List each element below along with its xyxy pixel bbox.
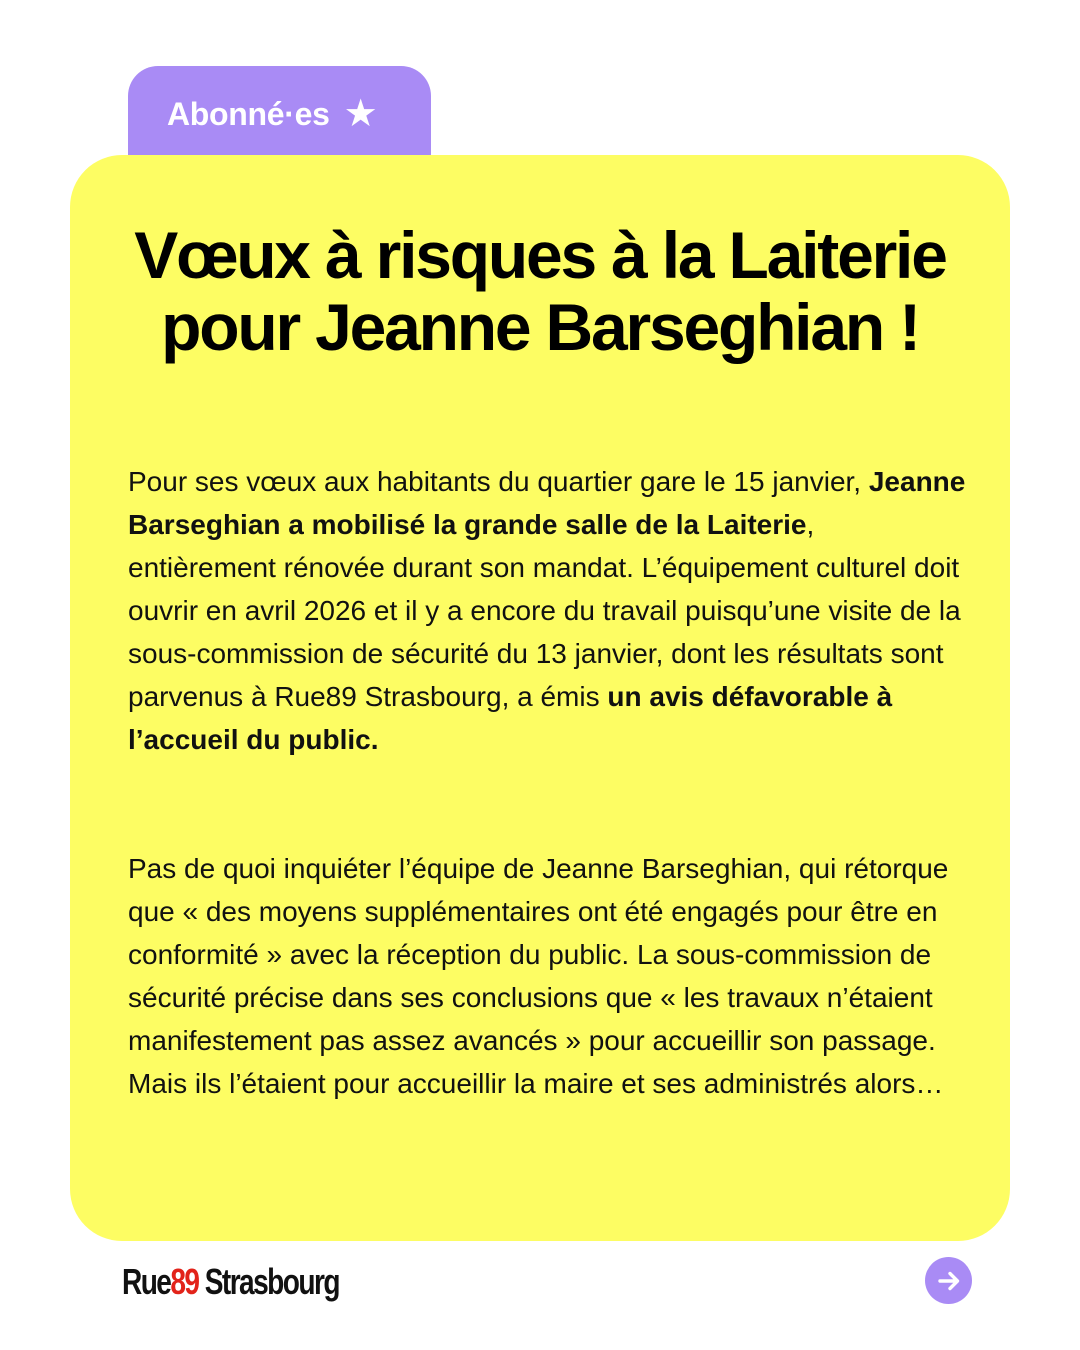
p2-text: Pas de quoi inquiéter l’équipe de Jeanne Barseghian, qui rétorque que « des moyens supplémentaires ont été engagés pour être en conformité » avec la réception du public. La sous-commission de sécurité précise dans ses conclusions que « les travaux n’étaient manifestement pas assez avancés » pour accueillir son passage. Mais ils l’étaient pour accueillir la maire et ses administrés alors… — [128, 853, 949, 1099]
star-icon: ★ — [343, 93, 378, 135]
p1-text-2: , entièrement rénovée durant son mandat. L’équipement culturel doit ouvrir en avril 2026 et il y a encore du travail puisqu’une visite de la sous-commission de sécurité du 13 janvier, dont les résultats sont parvenus à Rue89 Strasbourg, a émis — [128, 509, 961, 712]
p1-bold-2: un avis défavorable à l’accueil du public. — [128, 681, 893, 755]
next-button[interactable] — [925, 1257, 972, 1304]
logo-89: 89 — [170, 1261, 199, 1302]
logo-city: Strasbourg — [204, 1261, 339, 1302]
subscribers-tab — [128, 66, 431, 158]
p1-bold-1: Jeanne Barseghian a mobilisé la grande salle de la Laiterie — [128, 466, 966, 540]
arrow-right-icon — [936, 1268, 962, 1294]
article-card — [70, 155, 1010, 1241]
article-paragraph-1 — [128, 460, 968, 761]
logo-rue: Rue — [122, 1261, 171, 1302]
p1-text-1: Pour ses vœux aux habitants du quartier gare le 15 janvier, — [128, 466, 869, 497]
article-headline: Vœux à risques à la Laiterie pour Jeanne Barseghian ! — [134, 218, 946, 364]
rue89-strasbourg-logo — [122, 1262, 339, 1302]
subscribers-label: Abonné·es — [167, 96, 330, 132]
article-paragraph-2 — [128, 847, 968, 1105]
